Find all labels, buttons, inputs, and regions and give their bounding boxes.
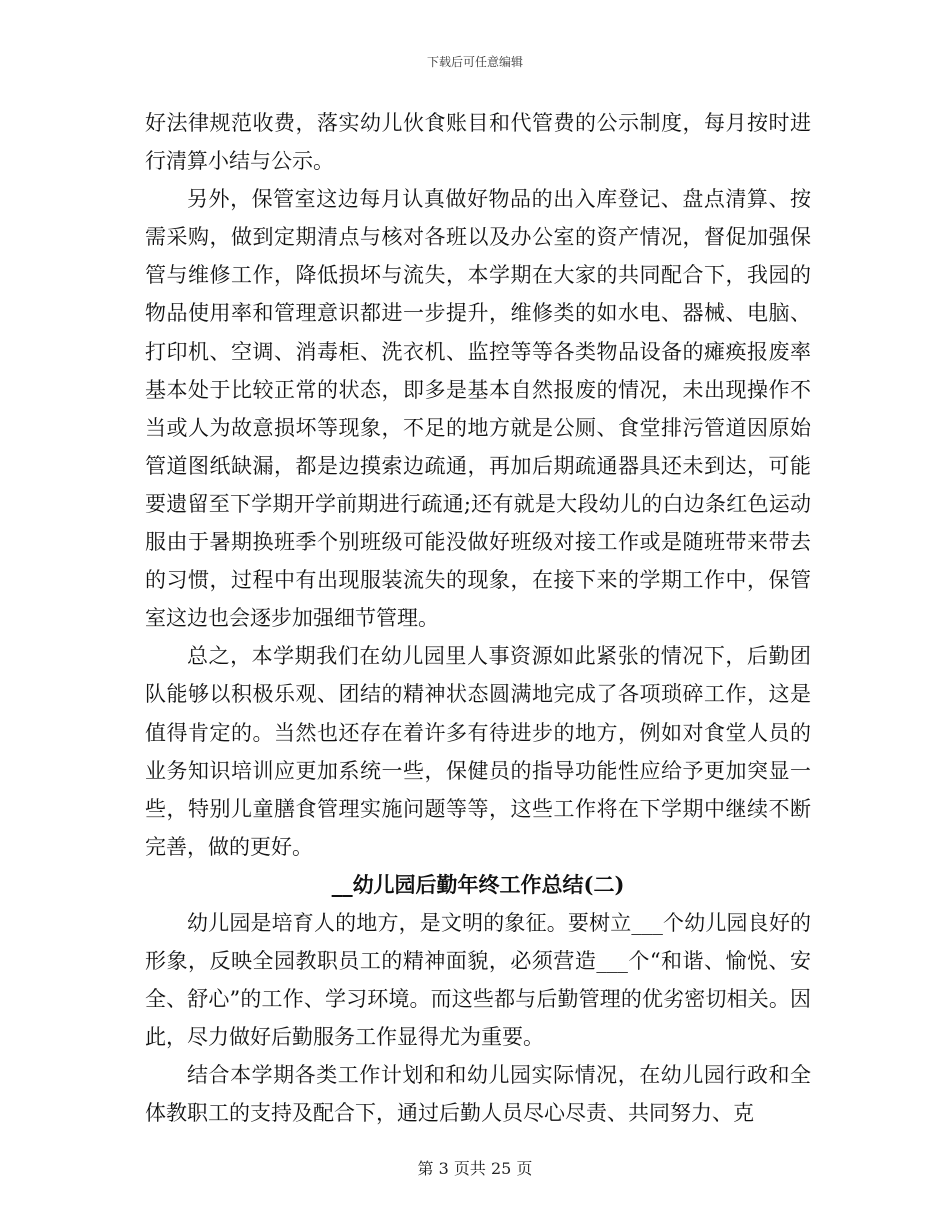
paragraph-continuation: 好法律规范收费，落实幼儿伙食账目和代管费的公示制度，每月按时进行清算小结与公示。: [145, 111, 811, 174]
paragraph-summary: 总之，本学期我们在幼儿园里人事资源如此紧张的情况下，后勤团队能够以积极乐观、团结的精神状态圆满地完成了各项琐碎工作，这是值得肯定的。当然也还存在着许多有待进步的地方，例如对食堂人员的业务知识培训应更加系统一些，保健员的指导功能性应给予更加突显一些，特别儿童膳食管理实施问题等等，这些工作将在下学期中继续不断完善，做的更好。: [145, 644, 811, 859]
page-footer: 第 3 页共 25 页: [417, 1159, 533, 1178]
document-body: [145, 104, 811, 1133]
paragraph-plan: 结合本学期各类工作计划和和幼儿园实际情况，在幼儿园行政和全体教职工的支持及配合下，通过后勤人员尽心尽责、共同努力、克: [145, 1063, 811, 1126]
page-header: 下载后可任意编辑: [426, 55, 523, 69]
section-title: __幼儿园后勤年终工作总结(二): [331, 871, 625, 897]
paragraph-intro: 幼儿园是培育人的地方，是文明的象征。要树立___个幼儿园良好的形象，反映全园教职员工的精神面貌，必须营造___个“和谐、愉悦、安全、舒心”的工作、学习环境。而这些都与后勤管理的优劣密切相关。因此，尽力做好后勤服务工作显得尤为重要。: [145, 910, 811, 1050]
paragraph-storage: 另外，保管室这边每月认真做好物品的出入库登记、盘点清算、按需采购，做到定期清点与核对各班以及办公室的资产情况，督促加强保管与维修工作，降低损坏与流失，本学期在大家的共同配合下，我园的物品使用率和管理意识都进一步提升，维修类的如水电、器械、电脑、打印机、空调、消毒柜、洗衣机、监控等等各类物品设备的瘫痪报废率基本处于比较正常的状态，即多是基本自然报废的情况，未出现操作不当或人为故意损坏等现象，不足的地方就是公厕、食堂排污管道因原始管道图纸缺漏，都是边摸索边疏通，再加后期疏通器具还未到达，可能要遗留至下学期开学前期进行疏通;还有就是大段幼儿的白边条红色运动服由于暑期换班季个别班级可能没做好班级对接工作或是随班带来带去的习惯，过程中有出现服装流失的现象，在接下来的学期工作中，保管室这边也会逐步加强细节管理。: [145, 187, 811, 631]
